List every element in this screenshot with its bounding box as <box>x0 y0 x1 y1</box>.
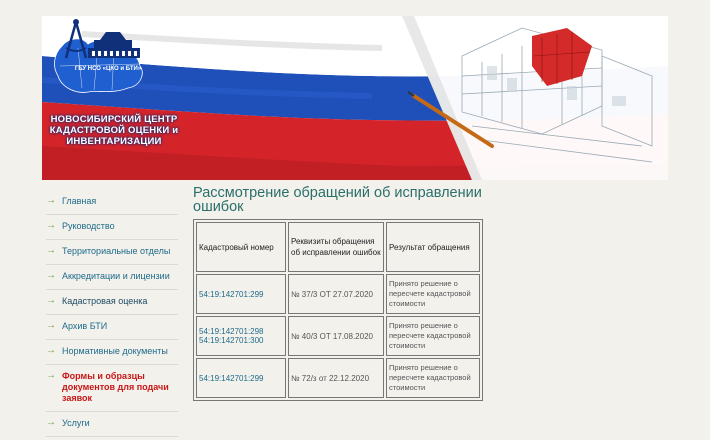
nav-item-bti-archive[interactable] <box>46 315 178 340</box>
organization-title <box>46 114 182 147</box>
arrow-right-icon: → <box>46 370 56 381</box>
arrow-right-icon: → <box>46 320 56 331</box>
header-banner <box>42 16 668 180</box>
cadastral-number: 54:19:142701:298 <box>199 327 264 336</box>
table-row <box>196 358 480 398</box>
nav-item-accreditations[interactable] <box>46 265 178 290</box>
result-cell: Принято решение о пересчете кадастровой стоимости <box>386 274 480 314</box>
nav-item-management[interactable] <box>46 215 178 240</box>
cadastral-number-cell <box>196 358 286 398</box>
arrow-right-icon: → <box>46 295 56 306</box>
nav-label: Главная <box>62 196 97 206</box>
organization-logo <box>48 18 158 96</box>
arrow-right-icon: → <box>46 220 56 231</box>
table-row <box>196 274 480 314</box>
org-title-line: КАДАСТРОВОЙ ОЦЕНКИ и <box>49 125 179 136</box>
nav-label: Территориальные отделы <box>62 246 171 256</box>
column-header: Результат обращения <box>386 222 480 272</box>
logo-caption: ГБУ НСО «ЦКО и БТИ» <box>74 66 142 72</box>
nav-label: Аккредитации и лицензии <box>62 271 170 281</box>
nav-item-regulatory-documents[interactable] <box>46 340 178 365</box>
table-header-row <box>196 222 480 272</box>
nav-label: Кадастровая оценка <box>62 296 148 306</box>
column-header: Реквизиты обращения об исправлении ошибок <box>288 222 384 272</box>
page-title: Рассмотрение обращений об исправлении ошибок <box>193 185 482 215</box>
nav-item-services[interactable] <box>46 412 178 437</box>
cadastral-number: 54:19:142701:299 <box>199 373 264 383</box>
table-row <box>196 316 480 356</box>
nav-item-home[interactable] <box>46 190 178 215</box>
cadastral-number-cell <box>196 316 286 356</box>
request-cell: № 37/3 ОТ 27.07.2020 <box>288 274 384 314</box>
nav-label: Нормативные документы <box>62 346 168 356</box>
arrow-right-icon: → <box>46 345 56 356</box>
request-cell: № 40/3 ОТ 17.08.2020 <box>288 316 384 356</box>
cadastral-number: 54:19:142701:300 <box>199 336 264 345</box>
request-cell: № 72/з от 22.12.2020 <box>288 358 384 398</box>
arrow-right-icon: → <box>46 245 56 256</box>
nav-item-territorial-departments[interactable] <box>46 240 178 265</box>
nav-item-cadastral-valuation[interactable] <box>46 290 178 315</box>
result-cell: Принято решение о пересчете кадастровой стоимости <box>386 358 480 398</box>
sidebar-nav <box>46 190 178 437</box>
column-header: Кадастровый номер <box>196 222 286 272</box>
arrow-right-icon: → <box>46 417 56 428</box>
org-title-line: ИНВЕНТАРИЗАЦИИ <box>66 136 162 147</box>
cadastral-number-cell <box>196 274 286 314</box>
nav-label: Услуги <box>62 418 90 428</box>
main-content <box>193 186 483 401</box>
org-title-line: НОВОСИБИРСКИЙ ЦЕНТР <box>50 114 178 125</box>
cadastral-number: 54:19:142701:299 <box>199 289 264 299</box>
nav-label: Руководство <box>62 221 115 231</box>
nav-label: Формы и образцы документов для подачи заявок <box>62 371 169 403</box>
arrow-right-icon: → <box>46 195 56 206</box>
nav-label: Архив БТИ <box>62 321 108 331</box>
nav-item-forms-and-samples[interactable] <box>46 365 178 412</box>
arrow-right-icon: → <box>46 270 56 281</box>
corrections-table <box>193 219 483 401</box>
result-cell: Принято решение о пересчете кадастровой стоимости <box>386 316 480 356</box>
